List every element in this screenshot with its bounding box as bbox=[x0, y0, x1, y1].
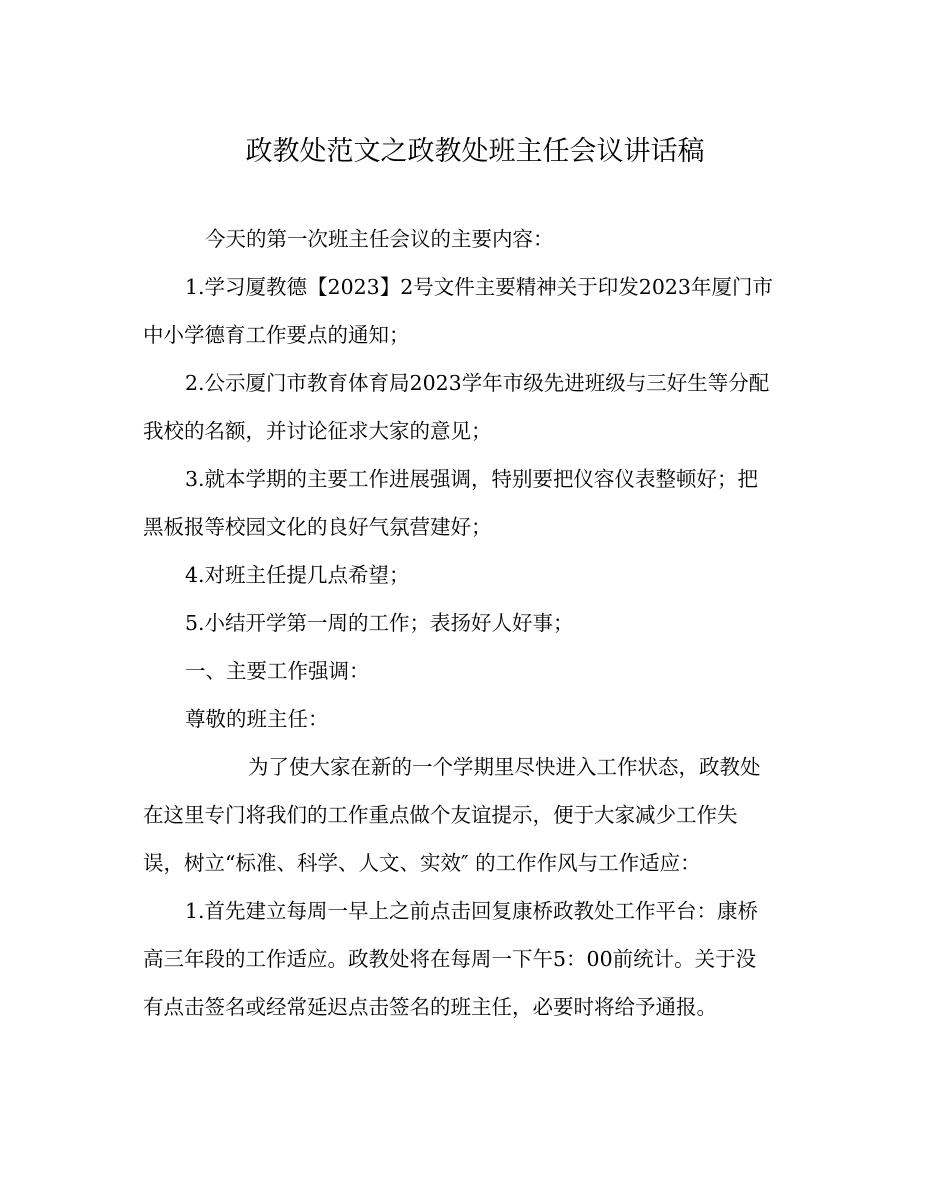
item-3-line-1: 3.就本学期的主要工作进展强调，特别要把仪容仪表整顿好；把 bbox=[185, 467, 759, 491]
body-line-1: 为了使大家在新的一个学期里尽快进入工作状态，政教处 bbox=[248, 755, 761, 779]
body-line-3: 误，树立“标准、科学、人文、实效″ 的工作作风与工作适应： bbox=[143, 851, 701, 875]
item-4-line: 4.对班主任提几点希望； bbox=[185, 563, 410, 587]
item-3-line-2: 黑板报等校园文化的良好气氛营建好； bbox=[143, 515, 492, 539]
body-line-2: 在这里专门将我们的工作重点做个友谊提示，便于大家减少工作失 bbox=[143, 803, 738, 827]
intro-line: 今天的第一次班主任会议的主要内容： bbox=[205, 227, 554, 251]
item-5-line: 5.小结开学第一周的工作；表扬好人好事； bbox=[185, 611, 574, 635]
point-1-line-3: 有点击签名或经常延迟点击签名的班主任，必要时将给予通报。 bbox=[143, 995, 717, 1019]
item-1-line-2: 中小学德育工作要点的通知； bbox=[143, 323, 410, 347]
section-heading: 一、主要工作强调： bbox=[185, 659, 370, 683]
salutation-line: 尊敬的班主任： bbox=[185, 707, 329, 731]
item-2-line-1: 2.公示厦门市教育体育局2023学年市级先进班级与三好生等分配 bbox=[185, 371, 770, 395]
item-2-line-2: 我校的名额，并讨论征求大家的意见； bbox=[143, 419, 492, 443]
document-title: 政教处范文之政教处班主任会议讲话稿 bbox=[245, 136, 705, 167]
item-1-line-1: 1.学习厦教德【2023】2号文件主要精神关于印发2023年厦门市 bbox=[185, 275, 773, 299]
point-1-line-1: 1.首先建立每周一早上之前点击回复康桥政教处工作平台：康桥 bbox=[185, 899, 759, 923]
point-1-line-2: 高三年段的工作适应。政教处将在每周一下午5：00前统计。关于没 bbox=[143, 947, 757, 971]
